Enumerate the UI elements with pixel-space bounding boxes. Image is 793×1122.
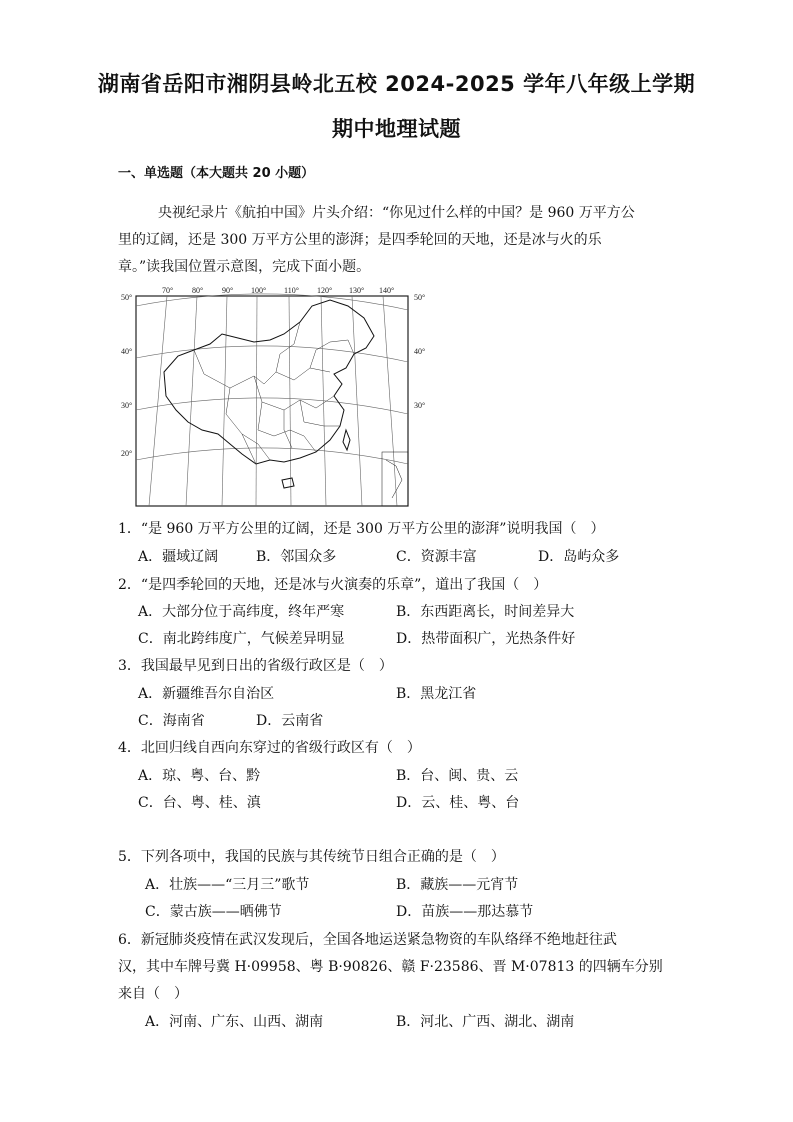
question-3-option-c[interactable]: C．海南省 [138, 713, 205, 729]
map-top-label: 110° [284, 286, 299, 295]
question-5-option-b[interactable]: B．藏族——元宵节 [396, 877, 519, 893]
question-2-stem: 2．“是四季轮回的天地，还是冰与火演奏的乐章”，道出了我国（ ） [118, 577, 548, 593]
map-top-label: 80° [192, 286, 204, 295]
map-top-label: 130° [349, 286, 365, 295]
map-top-label: 120° [317, 286, 333, 295]
question-6-stem-line-2: 汉，其中车牌号冀 H·09958、粤 B·90826、赣 F·23586、晋 M·07813 的四辆车分别 [118, 959, 663, 975]
question-1-option-d[interactable]: D．岛屿众多 [538, 549, 620, 565]
question-1-option-b[interactable]: B．邻国众多 [256, 549, 337, 565]
question-5-stem: 5．下列各项中，我国的民族与其传统节日组合正确的是（ ） [118, 849, 505, 865]
map-right-label: 30° [414, 401, 426, 410]
question-6-stem-line-1: 6．新冠肺炎疫情在武汉发现后，全国各地运送紧急物资的车队络绎不绝地赶往武 [118, 932, 617, 948]
question-4-option-a[interactable]: A．琼、粤、台、黔 [138, 768, 261, 784]
page-title-line1: 湖南省岳阳市湘阴县岭北五校 2024-2025 学年八年级上学期 [97, 72, 696, 96]
question-5-option-a[interactable]: A．壮族——“三月三”歌节 [145, 877, 310, 893]
map-left-label: 40° [121, 347, 133, 356]
question-6-stem-line-3: 来自（ ） [118, 986, 188, 1002]
map-right-label: 40° [414, 347, 426, 356]
question-3-stem: 3．我国最早见到日出的省级行政区是（ ） [118, 658, 393, 674]
question-4-option-d[interactable]: D．云、桂、粤、台 [396, 795, 520, 811]
page-title-line2: 期中地理试题 [332, 117, 461, 141]
question-6-option-a[interactable]: A．河南、广东、山西、湖南 [145, 1014, 324, 1030]
question-5-option-c[interactable]: C．蒙古族——晒佛节 [145, 904, 282, 920]
map-graticule [136, 294, 408, 506]
intro-line-1: 央视纪录片《航拍中国》片头介绍：“你见过什么样的中国？是 960 万平方公 [158, 205, 635, 221]
province-boundaries [194, 322, 354, 464]
china-location-map [121, 284, 434, 509]
question-2-option-d[interactable]: D．热带面积广，光热条件好 [396, 631, 576, 647]
section-heading: 一、单选题（本大题共 20 小题） [118, 166, 315, 181]
question-3-option-d[interactable]: D．云南省 [256, 713, 324, 729]
map-right-label: 50° [414, 293, 426, 302]
question-4-option-b[interactable]: B．台、闽、贵、云 [396, 768, 519, 784]
map-left-label: 30° [121, 401, 133, 410]
map-left-label: 20° [121, 449, 133, 458]
question-2-option-c[interactable]: C．南北跨纬度广，气候差异明显 [138, 631, 345, 647]
map-top-label: 140° [379, 286, 395, 295]
question-6-option-b[interactable]: B．河北、广西、湖北、湖南 [396, 1014, 575, 1030]
map-frame [136, 296, 408, 506]
question-1-option-c[interactable]: C．资源丰富 [396, 549, 477, 565]
question-3-option-b[interactable]: B．黑龙江省 [396, 686, 477, 702]
question-3-option-a[interactable]: A．新疆维吾尔自治区 [138, 686, 275, 702]
question-1-option-a[interactable]: A．疆域辽阔 [138, 549, 219, 565]
question-2-option-a[interactable]: A．大部分位于高纬度，终年严寒 [138, 604, 345, 620]
question-4-option-c[interactable]: C．台、粤、桂、滇 [138, 795, 261, 811]
question-5-option-d[interactable]: D．苗族——那达慕节 [396, 904, 534, 920]
intro-line-2: 里的辽阔，还是 300 万平方公里的澎湃；是四季轮回的天地，还是冰与火的乐 [118, 232, 602, 248]
question-1-stem: 1．“是 960 万平方公里的辽阔，还是 300 万平方公里的澎湃”说明我国（ ） [118, 521, 605, 537]
map-top-label: 90° [222, 286, 234, 295]
intro-line-3: 章。”读我国位置示意图，完成下面小题。 [118, 259, 371, 275]
map-top-label: 70° [162, 286, 174, 295]
map-left-label: 50° [121, 293, 133, 302]
question-4-stem: 4．北回归线自西向东穿过的省级行政区有（ ） [118, 740, 421, 756]
map-top-label: 100° [251, 286, 267, 295]
question-2-option-b[interactable]: B．东西距离长，时间差异大 [396, 604, 575, 620]
